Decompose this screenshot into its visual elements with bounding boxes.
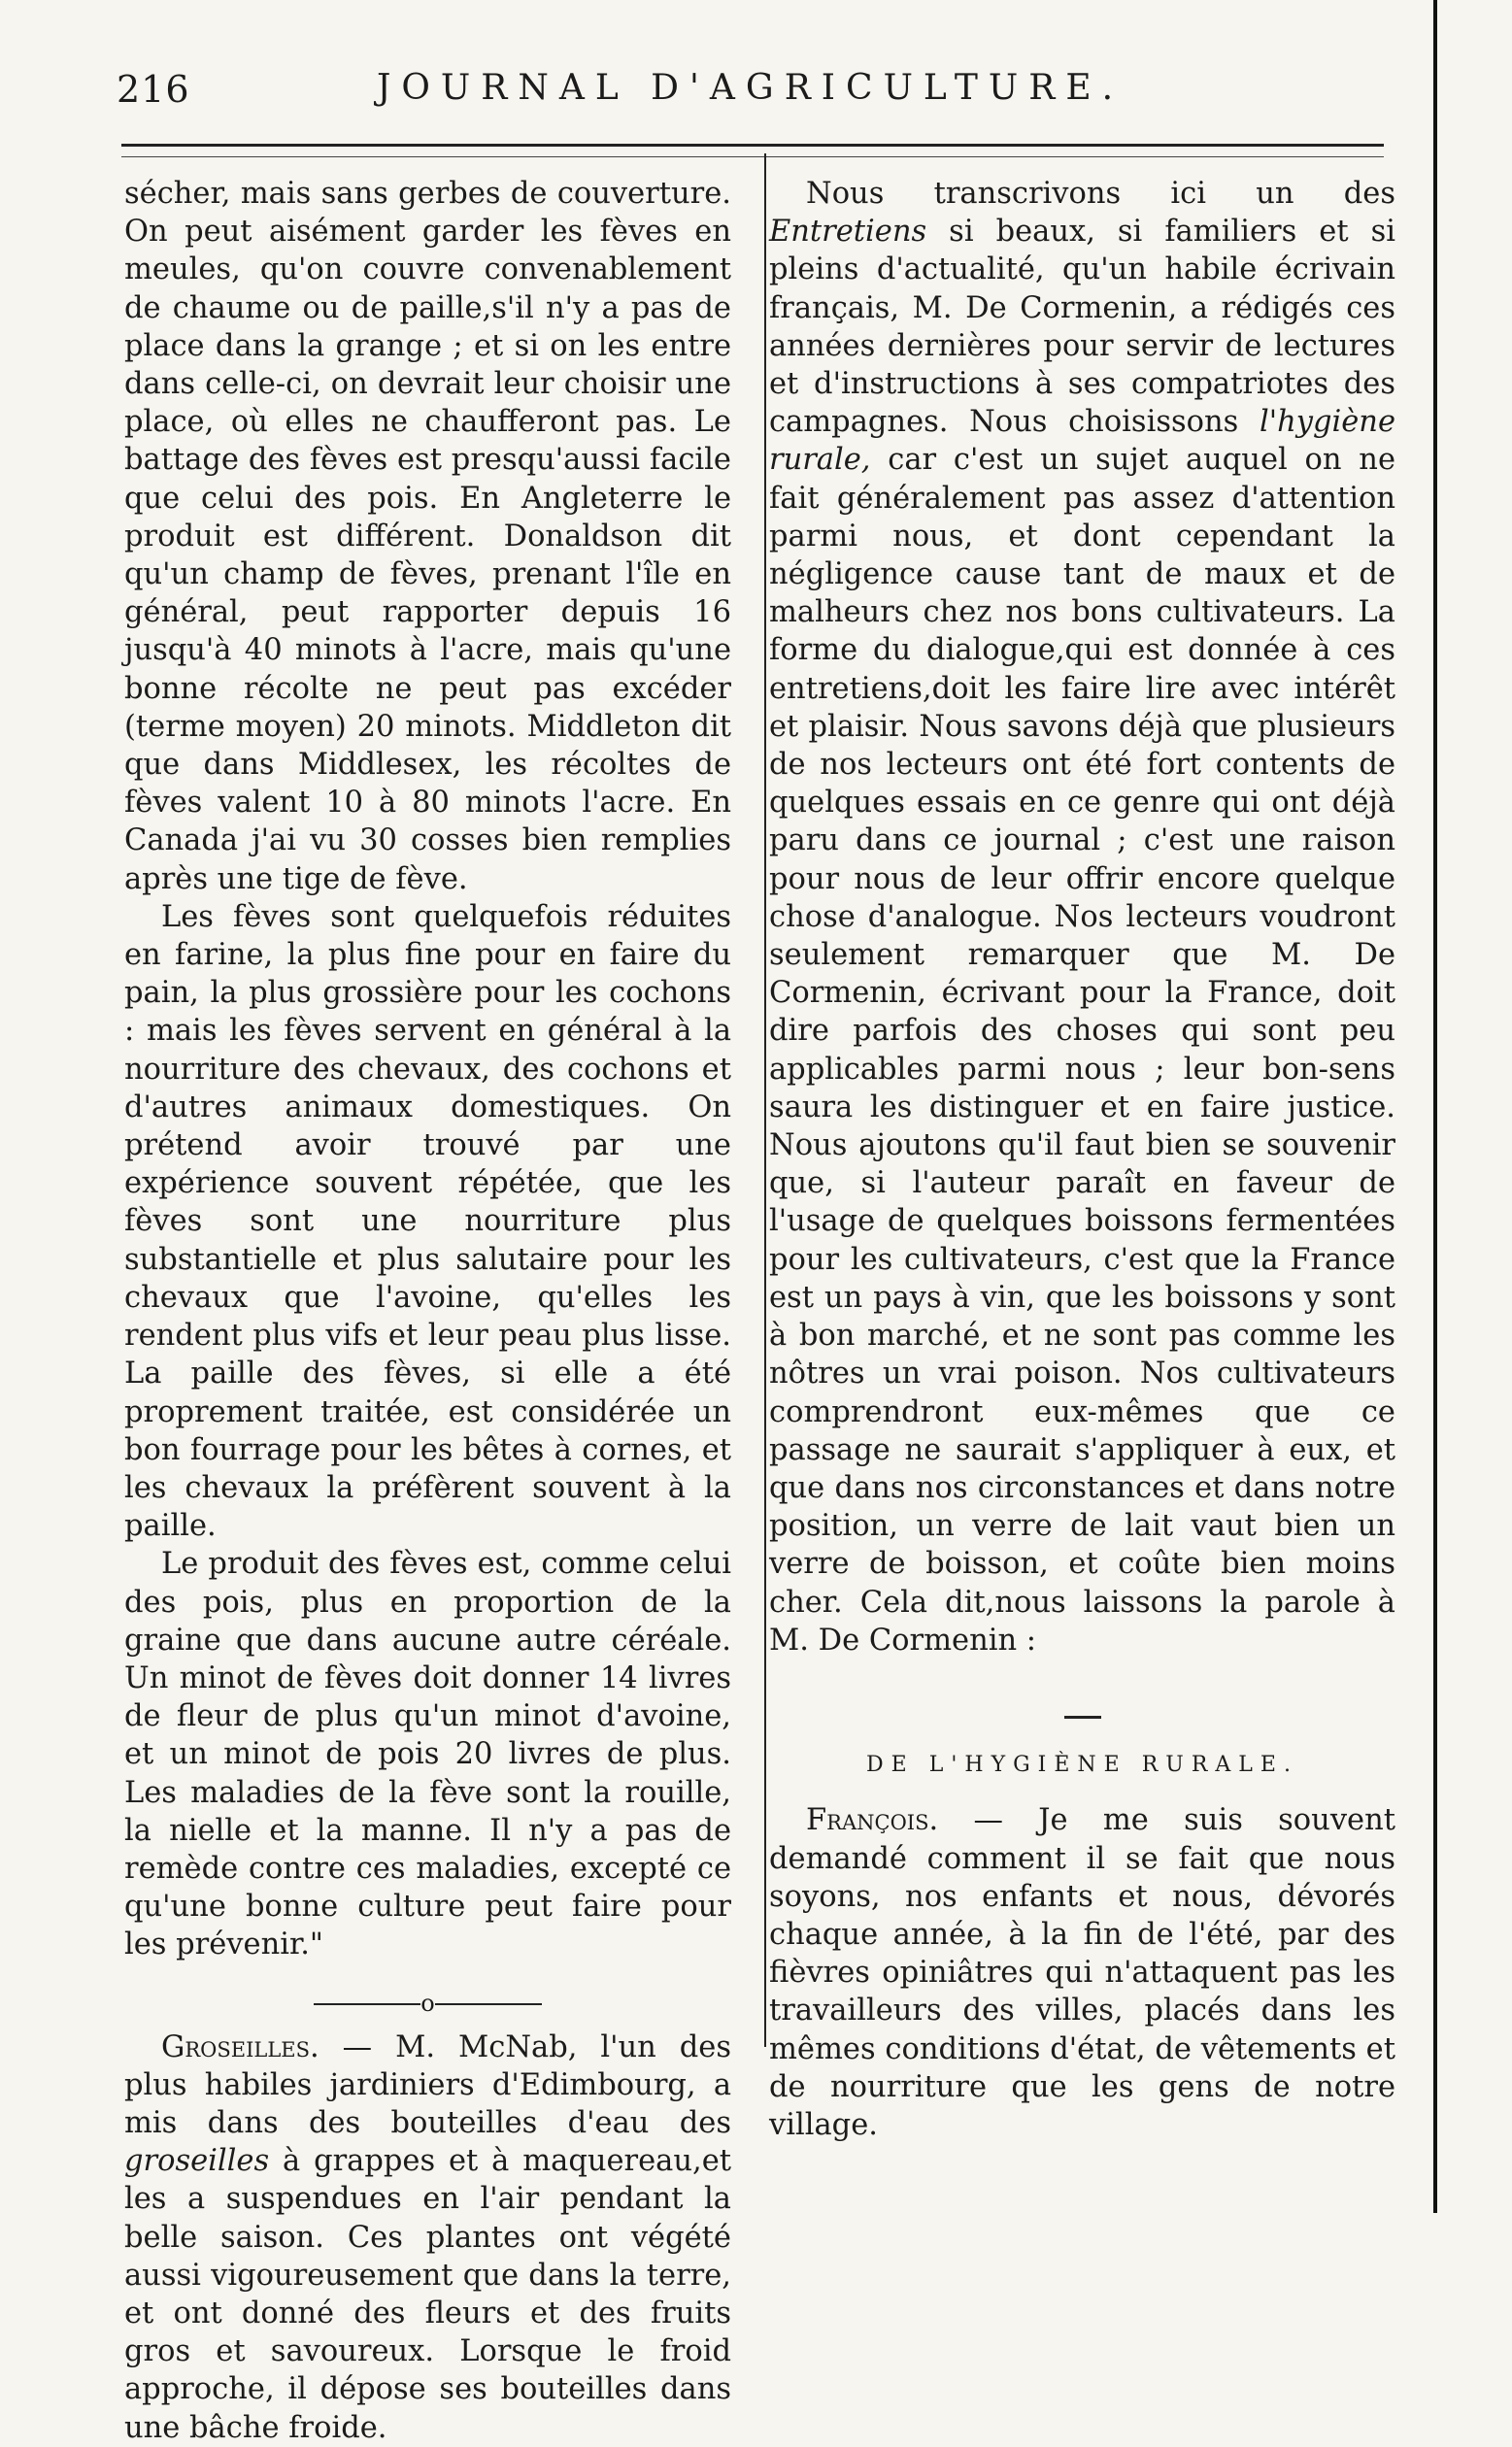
groseilles-heading: Groseilles. bbox=[161, 2029, 319, 2064]
groseilles-text-2: à grappes et à maquereau,et les a suspendues en l'air pendant la belle saison. Ces plantes ont végété aussi vigoureusement que dans la terre, et ont donné des fleurs et des fruits gros et savoureux. Lorsque le froid approche, il dépose ses bouteilles dans une bâche froide. bbox=[124, 2144, 731, 2445]
groseilles-text-1: — M. McNab, l'un des plus habiles jardiniers d'Edimbourg, a mis dans des bouteilles d'eau des bbox=[124, 2029, 731, 2140]
intro-italic-entretiens: Entretiens bbox=[769, 215, 927, 250]
section-title: DE L'HYGIÈNE RURALE. bbox=[866, 1753, 1298, 1778]
intro-text-c: car c'est un sujet auquel on ne fait généralement pas assez d'attention parmi nous, et dont cependant la négligence cause tant de maux et de malheurs chez nos bons cultivateurs. La forme du dialogue,qui est donnée à ces entretiens,doit les faire lire avec intérêt et plaisir. Nous savons déjà que plusieurs de nos lecteurs ont été fort contents de quelques essais en ce genre qui ont déjà paru dans ce journal ; c'est une raison pour nous de leur offrir encore quelque chose d'analogue. Nos lecteurs voudront seulement remarquer que M. De Cormenin, écrivant pour la France, doit dire parfois des choses qui sont peu applicables parmi nous ; leur bon-sens saura les distinguer et en faire justice. Nous ajoutons qu'il faut bien se souvenir que, si l'auteur paraît en faveur de l'usage de quelques boissons fermentées pour les cultivateurs, c'est que la France est un pays à vin, que les boissons y sont à bon marché, et ne sont pas comme les nôtres un vrai poison. Nos cultivateurs comprendront eux-mêmes que ce passage ne saurait s'appliquer à eux, et que dans nos circonstances et dans notre position, un verre de lait vaut bien un verre de boisson, et coûte bien moins cher. Cela dit,nous laissons la parole à M. De Cormenin : bbox=[769, 443, 1395, 1658]
short-separator bbox=[769, 1691, 1395, 1728]
separator-line-right bbox=[435, 2003, 542, 2005]
francois-text: — Je me suis souvent demandé comment il se fait que nous soyons, nos enfants et nous, dévorés chaque année, à la fin de l'été, par des fièvres opiniâtres qui n'attaquent pas les travailleurs des villes, placés dans les mêmes conditions d'état, de vêtements et de nourriture que les gens de notre village. bbox=[769, 1803, 1395, 2142]
column-divider bbox=[764, 153, 766, 2047]
page-edge-rule bbox=[1433, 0, 1437, 2213]
right-column bbox=[769, 175, 1395, 2144]
paragraph-introduction bbox=[769, 175, 1395, 1659]
paragraph-feves-yield: Le produit des fèves est, comme celui des pois, plus en proportion de la graine que dans aucune autre céréale. Un minot de fèves doit donner 14 livres de fleur de plus qu'un minot d'avoine, et un minot de pois 20 livres de plus. Les maladies de la fève sont la rouille, la nielle et la manne. Il n'y a pas de remède contre ces maladies, excepté ce qu'une bonne culture peut faire pour les prévenir." bbox=[124, 1547, 731, 1962]
page-header bbox=[117, 68, 1384, 136]
intro-italic-hygiene: l'hygiène rurale, bbox=[769, 405, 1395, 478]
paragraph-feves-harvest: sécher, mais sans gerbes de couverture. On peut aisément garder les fèves en meules, qu'on couvre convenablement de chaume ou de paille,s'il n'y a pas de place dans la grange ; et si on les entre dans celle-ci, on devrait leur choisir une place, où elles ne chaufferont pas. Le battage des fèves est presqu'aussi facile que celui des pois. En Angleterre le produit est différent. Donaldson dit qu'un champ de fèves, prenant l'île en général, peut rapporter depuis 16 jusqu'à 40 minots à l'acre, mais qu'une bonne récolte ne peut pas excéder (terme moyen) 20 minots. Middleton dit que dans Middlesex, les récoltes de fèves valent 10 à 80 minots l'acre. En Canada j'ai vu 30 cosses bien remplies après une tige de fève. bbox=[124, 177, 731, 896]
running-title: JOURNAL D'AGRICULTURE. bbox=[376, 68, 1125, 108]
separator-mark: o bbox=[420, 1989, 435, 2017]
intro-text-a: Nous transcrivons ici un des bbox=[806, 177, 1395, 211]
page-number: 216 bbox=[117, 68, 190, 111]
section-separator bbox=[124, 1990, 731, 2017]
separator-line-left bbox=[314, 2003, 420, 2005]
header-rule bbox=[121, 144, 1384, 157]
short-separator-line bbox=[1064, 1716, 1101, 1719]
paragraph-groseilles bbox=[124, 2028, 731, 2447]
paragraph-francois bbox=[769, 1801, 1395, 2144]
intro-text-b: si beaux, si familiers et si pleins d'actualité, qu'un habile écrivain français, M. De Cormenin, a rédigés ces années dernières pour servir de lectures et d'instructions à ses compatriotes des campagnes. Nous choisissons bbox=[769, 215, 1395, 440]
left-column bbox=[124, 175, 731, 2447]
paragraph-feves-use: Les fèves sont quelquefois réduites en farine, la plus fine pour en faire du pain, la plus grossière pour les cochons : mais les fèves servent en général à la nourriture des chevaux, des cochons et d'autres animaux domestiques. On prétend avoir trouvé par une expérience souvent répétée, que les fèves sont une nourriture plus substantielle et plus salutaire pour les chevaux que l'avoine, qu'elles les rendent plus vifs et leur peau plus lisse. La paille des fèves, si elle a été proprement traitée, est considérée un bon fourrage pour les bêtes à cornes, et les chevaux la préfèrent souvent à la paille. bbox=[124, 899, 731, 1544]
speaker-name: François. bbox=[806, 1803, 939, 1838]
groseilles-italic: groseilles bbox=[124, 2144, 270, 2179]
